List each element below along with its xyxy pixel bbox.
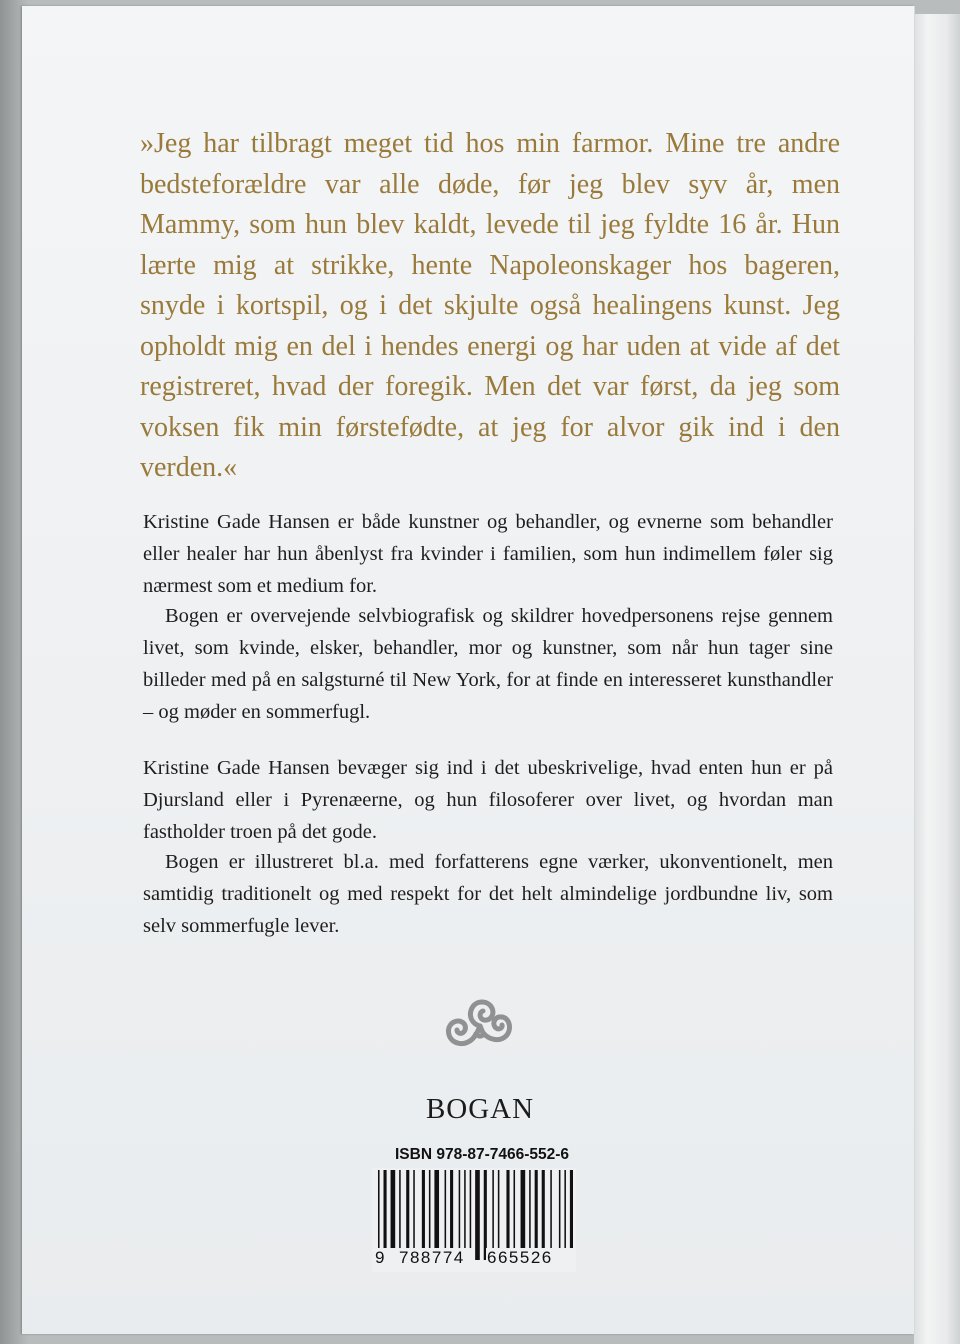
barcode-bar	[529, 1170, 531, 1248]
barcode-bar	[413, 1170, 415, 1248]
barcode-bar	[391, 1170, 396, 1248]
barcode-bar	[459, 1170, 461, 1248]
barcode-bar	[422, 1170, 425, 1248]
barcode-group-1: 788774	[399, 1248, 465, 1267]
barcode-bar	[535, 1170, 538, 1248]
page-edges	[914, 14, 960, 1344]
author-quote: »Jeg har tilbragt meget tid hos min farmor. Mine tre andre bedsteforældre var alle døde, før jeg blev syv år, men Mammy, som hun blev kaldt, levede til jeg fyldte 16 år. Hun lærte mig at strikke, hente Napoleonskager hos bageren, snyde i kortspil, og i det skjulte også healingens kunst. Jeg opholdt mig en del i hendes energi og har uden at vide af det registreret, hvad der foregik. Men det var først, da jeg som voksen fik min førstefødte, at jeg for alvor gik ind i den verden.«	[140, 128, 840, 483]
barcode-bar	[498, 1170, 500, 1248]
barcode-bar	[550, 1170, 552, 1248]
barcode-bar	[492, 1170, 494, 1248]
barcode-bar	[514, 1170, 516, 1248]
barcode-bar	[521, 1170, 526, 1248]
barcode-bar	[406, 1170, 409, 1248]
barcode-digit-first: 9	[375, 1248, 386, 1267]
blurb-paragraph-1: Kristine Gade Hansen er både kunstner og behandler, og evnerne som behandler eller healer har hun åbenlyst fra kvinder i familien, som hun indimellem føler sig nærmest som et medium for.	[143, 511, 833, 597]
barcode-bar	[475, 1170, 480, 1260]
barcode-bar	[384, 1170, 387, 1260]
barcode-bar	[450, 1170, 453, 1248]
barcode-bar	[445, 1170, 447, 1248]
barcode-bar	[506, 1170, 509, 1248]
isbn-label: ISBN 978-87-7466-552-6	[395, 1146, 570, 1163]
barcode-bar	[434, 1170, 439, 1248]
publisher-name: BOGAN	[425, 1093, 535, 1125]
blurb-paragraph-2: Bogen er overvejende selvbiografisk og skildrer hovedpersonens rejse gennem livet, som kvinde, elsker, behandler, mor og kunstner, som når hun tager sine billeder med på en salgsturné til New York, for at finde en interesseret kunsthandler – og møder en sommerfugl.	[143, 605, 833, 723]
barcode-group-2: 665526	[487, 1248, 553, 1267]
barcode-digits	[372, 1248, 576, 1268]
blurb-paragraph-4: Bogen er illustreret bl.a. med forfatterens egne værker, ukonventionelt, men samtidig traditionelt og med respekt for det helt almindelige jordbundne liv, som selv sommerfugle lever.	[143, 851, 833, 937]
barcode-bar	[484, 1170, 487, 1260]
barcode-bar	[470, 1170, 472, 1248]
barcode-bar	[464, 1170, 466, 1248]
barcode-bar	[570, 1170, 573, 1248]
barcode-bar	[429, 1170, 431, 1248]
blurb-paragraph-3: Kristine Gade Hansen bevæger sig ind i det ubeskrivelige, hvad enten hun er på Djursland eller i Pyrenæerne, og hun filosoferer over livet, og hvordan man fastholder troen på det gode.	[143, 757, 833, 843]
barcode-bar	[564, 1170, 566, 1248]
triskelion-spiral-icon	[432, 990, 528, 1078]
barcode-bar	[378, 1170, 380, 1260]
barcode-bar	[399, 1170, 401, 1248]
barcode-bar	[542, 1170, 545, 1248]
barcode-bar	[559, 1170, 561, 1248]
